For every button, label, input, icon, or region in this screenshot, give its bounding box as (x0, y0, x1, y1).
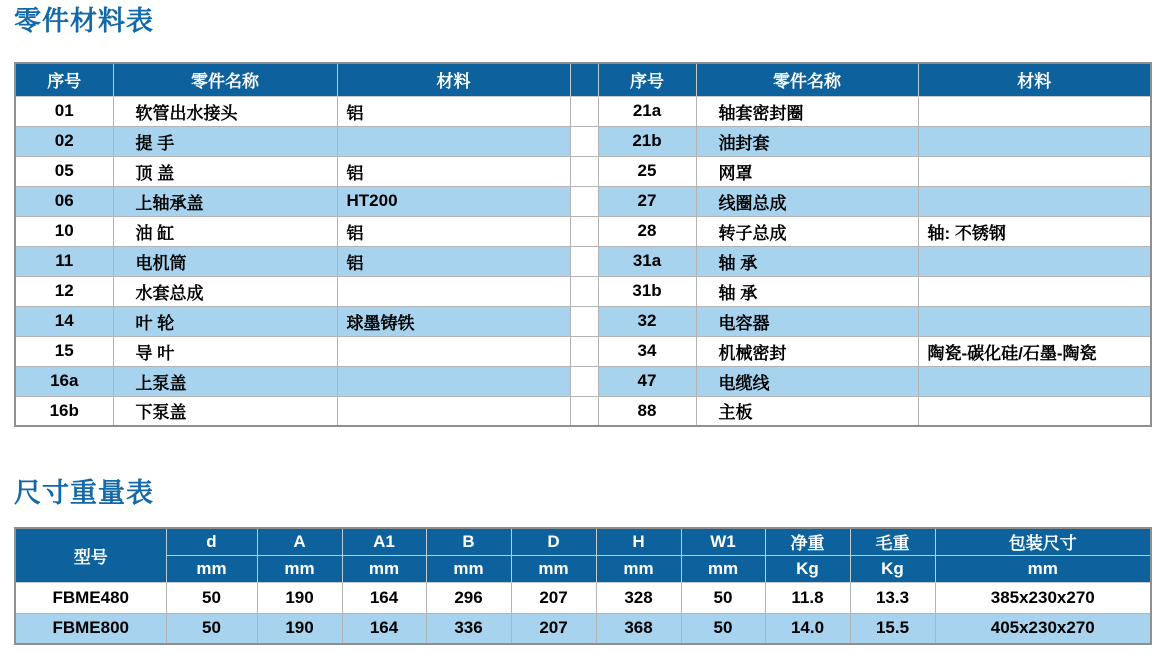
dims-value: 328 (596, 582, 681, 613)
dims-table-row (15, 613, 1151, 644)
dims-header-unit: Kg (850, 555, 935, 582)
part-name: 水套总成 (113, 276, 337, 306)
dimensions-weight-table (14, 527, 1152, 645)
dims-value: 164 (342, 582, 426, 613)
parts-table-row (15, 186, 1151, 216)
part-material: 铝 (337, 156, 570, 186)
dims-value: 14.0 (765, 613, 850, 644)
dims-table-header-units-row (15, 555, 1151, 582)
dims-value: 50 (681, 613, 765, 644)
dims-model: FBME480 (15, 582, 166, 613)
dims-value: 50 (166, 613, 257, 644)
part-material (918, 186, 1151, 216)
parts-header-name: 零件名称 (696, 63, 918, 96)
parts-table-row (15, 246, 1151, 276)
dims-header-unit: mm (166, 555, 257, 582)
spacer-cell (570, 306, 598, 336)
dims-header-label: 毛重 (850, 528, 935, 555)
parts-material-table (14, 62, 1152, 427)
part-number: 27 (598, 186, 696, 216)
parts-header-material: 材料 (918, 63, 1151, 96)
part-name: 上泵盖 (113, 366, 337, 396)
spacer-cell (570, 96, 598, 126)
part-name: 上轴承盖 (113, 186, 337, 216)
part-number: 31a (598, 246, 696, 276)
dims-header-label: H (596, 528, 681, 555)
part-material (918, 96, 1151, 126)
parts-header-name: 零件名称 (113, 63, 337, 96)
part-name: 轴套密封圈 (696, 96, 918, 126)
part-material: 球墨铸铁 (337, 306, 570, 336)
part-name: 电缆线 (696, 366, 918, 396)
dims-header-label: B (426, 528, 511, 555)
parts-table-header-row (15, 63, 1151, 96)
parts-table-row (15, 366, 1151, 396)
spacer-cell (570, 396, 598, 426)
dims-header-unit: mm (681, 555, 765, 582)
dims-value: 164 (342, 613, 426, 644)
parts-table-row (15, 156, 1151, 186)
part-material (918, 396, 1151, 426)
dims-value: 207 (511, 582, 596, 613)
part-number: 10 (15, 216, 113, 246)
dims-value: 190 (257, 582, 342, 613)
part-material (337, 336, 570, 366)
part-name: 轴 承 (696, 246, 918, 276)
dims-header-label: 包装尺寸 (935, 528, 1151, 555)
part-material (337, 366, 570, 396)
part-number: 21b (598, 126, 696, 156)
part-name: 油封套 (696, 126, 918, 156)
dims-table-row (15, 582, 1151, 613)
part-number: 16b (15, 396, 113, 426)
part-name: 机械密封 (696, 336, 918, 366)
dims-value: 190 (257, 613, 342, 644)
dims-value: 11.8 (765, 582, 850, 613)
parts-table-row (15, 336, 1151, 366)
part-material (337, 126, 570, 156)
part-number: 31b (598, 276, 696, 306)
part-number: 06 (15, 186, 113, 216)
part-material (337, 396, 570, 426)
part-number: 32 (598, 306, 696, 336)
parts-table-row (15, 96, 1151, 126)
spacer-cell (570, 216, 598, 246)
dims-header-label: 净重 (765, 528, 850, 555)
dims-header-model: 型号 (15, 528, 166, 582)
parts-table-row (15, 126, 1151, 156)
part-number: 88 (598, 396, 696, 426)
dims-value: 385x230x270 (935, 582, 1151, 613)
dims-value: 50 (166, 582, 257, 613)
dims-header-unit: mm (426, 555, 511, 582)
spacer-cell (570, 336, 598, 366)
part-name: 顶 盖 (113, 156, 337, 186)
parts-header-no: 序号 (15, 63, 113, 96)
part-number: 47 (598, 366, 696, 396)
spacer-cell (570, 156, 598, 186)
spacer-cell (570, 366, 598, 396)
parts-table-row (15, 216, 1151, 246)
part-number: 25 (598, 156, 696, 186)
part-number: 21a (598, 96, 696, 126)
dims-value: 50 (681, 582, 765, 613)
part-material: 轴: 不锈钢 (918, 216, 1151, 246)
dims-value: 336 (426, 613, 511, 644)
part-name: 轴 承 (696, 276, 918, 306)
part-material (918, 276, 1151, 306)
dims-value: 13.3 (850, 582, 935, 613)
part-material: 铝 (337, 216, 570, 246)
part-material: 铝 (337, 96, 570, 126)
part-material (918, 306, 1151, 336)
dims-model: FBME800 (15, 613, 166, 644)
part-number: 34 (598, 336, 696, 366)
dims-value: 207 (511, 613, 596, 644)
part-name: 油 缸 (113, 216, 337, 246)
part-material: 陶瓷-碳化硅/石墨-陶瓷 (918, 336, 1151, 366)
dims-value: 296 (426, 582, 511, 613)
part-material: 铝 (337, 246, 570, 276)
spacer-cell (570, 246, 598, 276)
parts-table-row (15, 306, 1151, 336)
spacer-cell (570, 276, 598, 306)
dims-header-unit: mm (935, 555, 1151, 582)
part-name: 主板 (696, 396, 918, 426)
part-material (918, 156, 1151, 186)
dims-header-unit: Kg (765, 555, 850, 582)
parts-table-title: 零件材料表 (14, 6, 154, 36)
spacer-cell (570, 126, 598, 156)
part-name: 叶 轮 (113, 306, 337, 336)
part-number: 11 (15, 246, 113, 276)
dims-header-unit: mm (257, 555, 342, 582)
dims-header-label: W1 (681, 528, 765, 555)
part-name: 网罩 (696, 156, 918, 186)
dims-header-unit: mm (511, 555, 596, 582)
part-name: 电容器 (696, 306, 918, 336)
part-name: 导 叶 (113, 336, 337, 366)
dimensions-table-title: 尺寸重量表 (14, 478, 154, 508)
part-name: 线圈总成 (696, 186, 918, 216)
dims-value: 405x230x270 (935, 613, 1151, 644)
part-name: 下泵盖 (113, 396, 337, 426)
parts-table-row (15, 396, 1151, 426)
parts-table-row (15, 276, 1151, 306)
part-number: 05 (15, 156, 113, 186)
part-material: HT200 (337, 186, 570, 216)
part-material (918, 246, 1151, 276)
dims-header-label: A1 (342, 528, 426, 555)
part-number: 12 (15, 276, 113, 306)
dims-header-label: A (257, 528, 342, 555)
parts-header-spacer (570, 63, 598, 96)
part-name: 转子总成 (696, 216, 918, 246)
part-material (918, 366, 1151, 396)
part-number: 16a (15, 366, 113, 396)
dims-table-header-labels-row (15, 528, 1151, 555)
dims-value: 15.5 (850, 613, 935, 644)
part-name: 软管出水接头 (113, 96, 337, 126)
dims-header-unit: mm (342, 555, 426, 582)
part-number: 14 (15, 306, 113, 336)
part-number: 01 (15, 96, 113, 126)
parts-header-no: 序号 (598, 63, 696, 96)
part-number: 15 (15, 336, 113, 366)
dims-header-unit: mm (596, 555, 681, 582)
parts-header-material: 材料 (337, 63, 570, 96)
part-number: 28 (598, 216, 696, 246)
part-material (918, 126, 1151, 156)
spacer-cell (570, 186, 598, 216)
part-name: 电机筒 (113, 246, 337, 276)
part-name: 提 手 (113, 126, 337, 156)
part-material (337, 276, 570, 306)
dims-value: 368 (596, 613, 681, 644)
dims-header-label: D (511, 528, 596, 555)
dims-header-label: d (166, 528, 257, 555)
part-number: 02 (15, 126, 113, 156)
